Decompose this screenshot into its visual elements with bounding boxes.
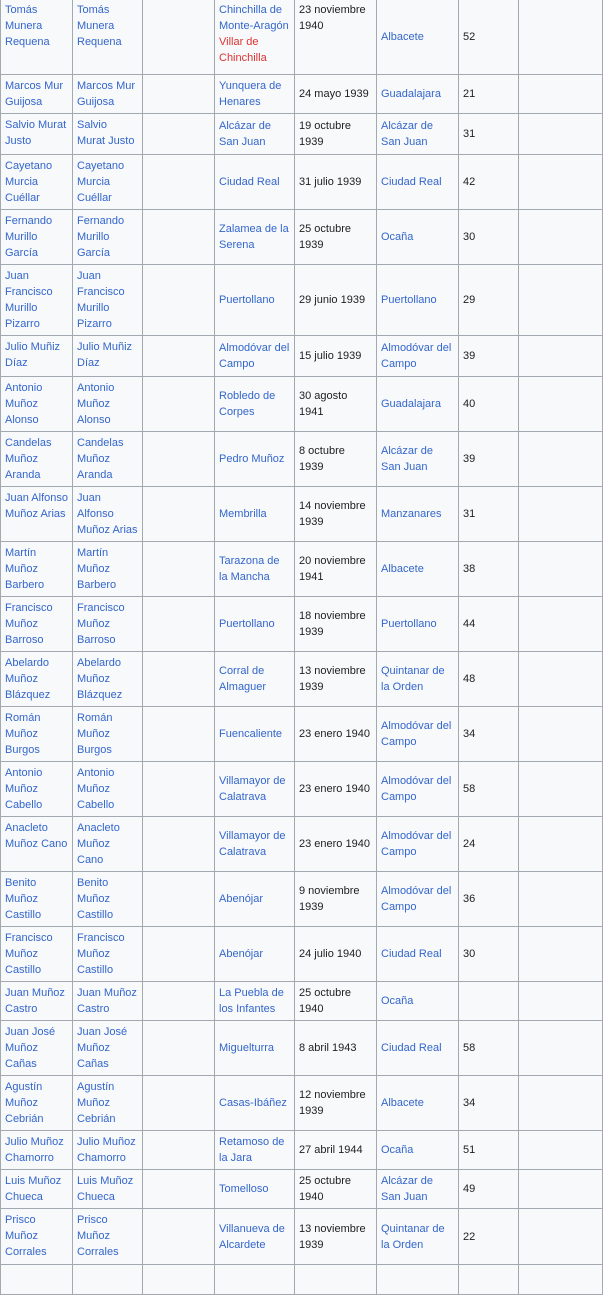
table-row — [1, 336, 603, 377]
age-cell: 48 — [459, 652, 519, 707]
prison-link[interactable]: Guadalajara — [377, 377, 459, 432]
empty-cell — [143, 75, 215, 114]
age-cell: 30 — [459, 927, 519, 982]
empty-cell — [519, 652, 603, 707]
empty-cell — [519, 210, 603, 265]
sort-name-link[interactable]: Martín Muñoz Barbero — [73, 542, 143, 597]
table-row-partial — [1, 1265, 603, 1295]
empty-cell — [519, 155, 603, 210]
age-cell: 39 — [459, 432, 519, 487]
sort-name-link[interactable]: Julio Muñoz Chamorro — [73, 1131, 143, 1170]
date-cell: 23 enero 1940 — [295, 817, 377, 872]
sort-name-link[interactable]: Antonio Muñoz Alonso — [73, 377, 143, 432]
sort-name-link[interactable]: Juan Muñoz Castro — [73, 982, 143, 1021]
empty-cell — [519, 927, 603, 982]
prison-link[interactable]: Quintanar de la Orden — [377, 652, 459, 707]
prison-link[interactable]: Ciudad Real — [377, 927, 459, 982]
empty-cell — [143, 1021, 215, 1076]
prison-link[interactable]: Alcázar de San Juan — [377, 1170, 459, 1209]
empty-cell — [519, 377, 603, 432]
age-cell: 58 — [459, 762, 519, 817]
empty-cell — [1, 1265, 73, 1295]
sort-name-link[interactable]: Juan Alfonso Muñoz Arias — [73, 487, 143, 542]
empty-cell — [519, 1265, 603, 1295]
prison-link[interactable]: Almodóvar del Campo — [377, 336, 459, 377]
empty-cell — [143, 652, 215, 707]
empty-cell — [519, 872, 603, 927]
place-link[interactable]: Robledo de Corpes — [215, 377, 295, 432]
empty-cell — [143, 927, 215, 982]
date-cell: 13 noviembre 1939 — [295, 652, 377, 707]
empty-cell — [143, 872, 215, 927]
age-cell: 24 — [459, 817, 519, 872]
empty-cell — [143, 817, 215, 872]
place-link[interactable]: Villamayor de Calatrava — [215, 762, 295, 817]
sort-name-link[interactable]: Román Muñoz Burgos — [73, 707, 143, 762]
date-cell: 18 noviembre 1939 — [295, 597, 377, 652]
sort-name-link[interactable]: Tomás Munera Requena — [73, 0, 143, 75]
date-cell: 12 noviembre 1939 — [295, 1076, 377, 1131]
empty-cell — [519, 1170, 603, 1209]
empty-cell — [143, 1131, 215, 1170]
empty-cell — [519, 1076, 603, 1131]
table-row — [1, 114, 603, 155]
table-row — [1, 432, 603, 487]
place-link[interactable]: La Puebla de los Infantes — [215, 982, 295, 1021]
place-link[interactable]: Miguelturra — [215, 1021, 295, 1076]
sort-name-link[interactable]: Marcos Mur Guijosa — [73, 75, 143, 114]
empty-cell — [519, 1209, 603, 1265]
date-cell: 30 agosto 1941 — [295, 377, 377, 432]
empty-cell — [143, 1076, 215, 1131]
place-redlink[interactable]: Villar de Chinchilla — [219, 36, 267, 64]
date-cell: 25 octubre 1940 — [295, 1170, 377, 1209]
name-link[interactable]: Cayetano Murcia Cuéllar — [1, 155, 73, 210]
date-cell: 27 abril 1944 — [295, 1131, 377, 1170]
age-cell: 40 — [459, 377, 519, 432]
empty-cell — [143, 377, 215, 432]
empty-cell — [519, 336, 603, 377]
prison-link[interactable]: Alcázar de San Juan — [377, 114, 459, 155]
age-cell: 52 — [459, 0, 519, 75]
table-row — [1, 872, 603, 927]
date-cell: 29 junio 1939 — [295, 265, 377, 336]
prison-link[interactable]: Almodóvar del Campo — [377, 872, 459, 927]
age-cell: 22 — [459, 1209, 519, 1265]
empty-cell — [519, 707, 603, 762]
table-row — [1, 1209, 603, 1265]
age-cell: 49 — [459, 1170, 519, 1209]
table-row — [1, 265, 603, 336]
name-link[interactable]: Martín Muñoz Barbero — [1, 542, 73, 597]
prison-link[interactable]: Puertollano — [377, 597, 459, 652]
prison-link[interactable]: Quintanar de la Orden — [377, 1209, 459, 1265]
place-link[interactable]: Abenójar — [215, 872, 295, 927]
prison-link[interactable]: Manzanares — [377, 487, 459, 542]
prison-link[interactable]: Alcázar de San Juan — [377, 432, 459, 487]
empty-cell — [519, 114, 603, 155]
name-link[interactable]: Román Muñoz Burgos — [1, 707, 73, 762]
date-cell: 24 mayo 1939 — [295, 75, 377, 114]
name-link[interactable]: Juan Alfonso Muñoz Arias — [1, 487, 73, 542]
empty-cell — [143, 1209, 215, 1265]
prison-link[interactable]: Albacete — [377, 0, 459, 75]
place-link[interactable]: Retamoso de la Jara — [215, 1131, 295, 1170]
place-link[interactable]: Abenójar — [215, 927, 295, 982]
date-cell: 20 noviembre 1941 — [295, 542, 377, 597]
empty-cell — [519, 265, 603, 336]
name-link[interactable]: Juan Francisco Murillo Pizarro — [1, 265, 73, 336]
age-cell: 31 — [459, 114, 519, 155]
sort-name-link[interactable]: Luis Muñoz Chueca — [73, 1170, 143, 1209]
sort-name-link[interactable]: Francisco Muñoz Barroso — [73, 597, 143, 652]
table-row — [1, 1076, 603, 1131]
prison-link[interactable]: Ocaña — [377, 210, 459, 265]
age-cell: 51 — [459, 1131, 519, 1170]
empty-cell — [143, 155, 215, 210]
date-cell: 15 julio 1939 — [295, 336, 377, 377]
place-link[interactable]: Yunquera de Henares — [215, 75, 295, 114]
empty-cell — [143, 707, 215, 762]
date-cell: 13 noviembre 1939 — [295, 1209, 377, 1265]
prison-link[interactable]: Almodóvar del Campo — [377, 762, 459, 817]
name-link[interactable]: Juan Muñoz Castro — [1, 982, 73, 1021]
name-link[interactable]: Tomás Munera Requena — [1, 0, 73, 75]
date-cell: 25 octubre 1940 — [295, 982, 377, 1021]
table-row — [1, 542, 603, 597]
empty-cell — [519, 982, 603, 1021]
empty-cell — [143, 336, 215, 377]
name-link[interactable]: Julio Muñiz Díaz — [1, 336, 73, 377]
table-row — [1, 0, 603, 75]
sort-name-link[interactable]: Francisco Muñoz Castillo — [73, 927, 143, 982]
table-row — [1, 652, 603, 707]
empty-cell — [519, 817, 603, 872]
table-row — [1, 982, 603, 1021]
empty-cell — [519, 1131, 603, 1170]
prison-link[interactable]: Albacete — [377, 542, 459, 597]
table-row — [1, 1170, 603, 1209]
sort-name-link[interactable]: Fernando Murillo García — [73, 210, 143, 265]
empty-cell — [295, 1265, 377, 1295]
date-cell: 24 julio 1940 — [295, 927, 377, 982]
prison-link[interactable]: Ciudad Real — [377, 1021, 459, 1076]
prison-link[interactable]: Ocaña — [377, 982, 459, 1021]
table-row — [1, 597, 603, 652]
table-row — [1, 817, 603, 872]
table-row — [1, 75, 603, 114]
place-link[interactable]: Alcázar de San Juan — [215, 114, 295, 155]
date-cell: 8 abril 1943 — [295, 1021, 377, 1076]
sort-name-link[interactable]: Juan Francisco Murillo Pizarro — [73, 265, 143, 336]
empty-cell — [459, 1265, 519, 1295]
table-row — [1, 1131, 603, 1170]
date-cell: 23 noviembre 1940 — [295, 0, 377, 75]
table-row — [1, 927, 603, 982]
date-cell: 23 enero 1940 — [295, 762, 377, 817]
table-row — [1, 762, 603, 817]
empty-cell — [519, 0, 603, 75]
place-link[interactable]: Zalamea de la Serena — [215, 210, 295, 265]
place-link[interactable]: Corral de Almaguer — [215, 652, 295, 707]
place-link[interactable]: Fuencaliente — [215, 707, 295, 762]
age-cell: 34 — [459, 707, 519, 762]
prison-link[interactable]: Almodóvar del Campo — [377, 817, 459, 872]
name-link[interactable]: Salvio Murat Justo — [1, 114, 73, 155]
name-link[interactable]: Agustín Muñoz Cebrián — [1, 1076, 73, 1131]
sort-name-link[interactable]: Candelas Muñoz Aranda — [73, 432, 143, 487]
sort-name-link[interactable]: Salvio Murat Justo — [73, 114, 143, 155]
sort-name-link[interactable]: Benito Muñoz Castillo — [73, 872, 143, 927]
date-cell: 23 enero 1940 — [295, 707, 377, 762]
name-link[interactable]: Abelardo Muñoz Blázquez — [1, 652, 73, 707]
name-link[interactable]: Fernando Murillo García — [1, 210, 73, 265]
date-cell: 14 noviembre 1939 — [295, 487, 377, 542]
age-cell: 36 — [459, 872, 519, 927]
place-link[interactable]: Chinchilla de Monte-Aragón — [219, 4, 289, 32]
name-link[interactable]: Luis Muñoz Chueca — [1, 1170, 73, 1209]
name-link[interactable]: Juan José Muñoz Cañas — [1, 1021, 73, 1076]
empty-cell — [143, 265, 215, 336]
table-row — [1, 210, 603, 265]
prison-link[interactable]: Puertollano — [377, 265, 459, 336]
empty-cell — [519, 75, 603, 114]
place-link[interactable]: Tomelloso — [215, 1170, 295, 1209]
name-link[interactable]: Julio Muñoz Chamorro — [1, 1131, 73, 1170]
empty-cell — [519, 762, 603, 817]
empty-cell — [519, 487, 603, 542]
prison-link[interactable]: Almodóvar del Campo — [377, 707, 459, 762]
sort-name-link[interactable]: Anacleto Muñoz Cano — [73, 817, 143, 872]
age-cell: 42 — [459, 155, 519, 210]
empty-cell — [143, 762, 215, 817]
place-link[interactable]: Puertollano — [215, 265, 295, 336]
empty-cell — [143, 114, 215, 155]
sort-name-link[interactable]: Antonio Muñoz Cabello — [73, 762, 143, 817]
empty-cell — [143, 982, 215, 1021]
table-row — [1, 377, 603, 432]
empty-cell — [143, 597, 215, 652]
name-link[interactable]: Antonio Muñoz Cabello — [1, 762, 73, 817]
empty-cell — [519, 1021, 603, 1076]
prison-link[interactable]: Guadalajara — [377, 75, 459, 114]
empty-cell — [143, 210, 215, 265]
date-cell: 9 noviembre 1939 — [295, 872, 377, 927]
empty-cell — [73, 1265, 143, 1295]
sort-name-link[interactable]: Prisco Muñoz Corrales — [73, 1209, 143, 1265]
table-row — [1, 707, 603, 762]
name-link[interactable]: Benito Muñoz Castillo — [1, 872, 73, 927]
age-cell: 21 — [459, 75, 519, 114]
empty-cell — [519, 432, 603, 487]
place-link[interactable]: Villamayor de Calatrava — [215, 817, 295, 872]
name-link[interactable]: Marcos Mur Guijosa — [1, 75, 73, 114]
empty-cell — [215, 1265, 295, 1295]
empty-cell — [143, 1170, 215, 1209]
table-row — [1, 487, 603, 542]
empty-cell — [143, 542, 215, 597]
age-cell: 39 — [459, 336, 519, 377]
prison-link[interactable]: Ocaña — [377, 1131, 459, 1170]
table-row — [1, 1021, 603, 1076]
age-cell — [459, 982, 519, 1021]
empty-cell — [143, 487, 215, 542]
date-cell: 25 octubre 1939 — [295, 210, 377, 265]
age-cell: 44 — [459, 597, 519, 652]
empty-cell — [519, 597, 603, 652]
place-link[interactable]: Tarazona de la Mancha — [215, 542, 295, 597]
date-cell: 8 octubre 1939 — [295, 432, 377, 487]
sort-name-link[interactable]: Abelardo Muñoz Blázquez — [73, 652, 143, 707]
empty-cell — [143, 432, 215, 487]
empty-cell — [143, 0, 215, 75]
name-link[interactable]: Anacleto Muñoz Cano — [1, 817, 73, 872]
empty-cell — [143, 1265, 215, 1295]
name-link[interactable]: Antonio Muñoz Alonso — [1, 377, 73, 432]
age-cell: 30 — [459, 210, 519, 265]
name-link[interactable]: Candelas Muñoz Aranda — [1, 432, 73, 487]
place-link[interactable]: Casas-Ibáñez — [215, 1076, 295, 1131]
place-link[interactable]: Membrilla — [215, 487, 295, 542]
age-cell: 31 — [459, 487, 519, 542]
table-row — [1, 155, 603, 210]
name-link[interactable]: Prisco Muñoz Corrales — [1, 1209, 73, 1265]
age-cell: 38 — [459, 542, 519, 597]
name-link[interactable]: Francisco Muñoz Barroso — [1, 597, 73, 652]
name-link[interactable]: Francisco Muñoz Castillo — [1, 927, 73, 982]
empty-cell — [377, 1265, 459, 1295]
place-cell — [215, 0, 295, 75]
prison-link[interactable]: Albacete — [377, 1076, 459, 1131]
place-link[interactable]: Puertollano — [215, 597, 295, 652]
place-link[interactable]: Villanueva de Alcardete — [215, 1209, 295, 1265]
age-cell: 29 — [459, 265, 519, 336]
prison-link[interactable]: Ciudad Real — [377, 155, 459, 210]
sort-name-link[interactable]: Agustín Muñoz Cebrián — [73, 1076, 143, 1131]
sort-name-link[interactable]: Cayetano Murcia Cuéllar — [73, 155, 143, 210]
place-link[interactable]: Ciudad Real — [215, 155, 295, 210]
place-link[interactable]: Pedro Muñoz — [215, 432, 295, 487]
date-cell: 19 octubre 1939 — [295, 114, 377, 155]
age-cell: 58 — [459, 1021, 519, 1076]
age-cell: 34 — [459, 1076, 519, 1131]
sort-name-link[interactable]: Julio Muñiz Díaz — [73, 336, 143, 377]
empty-cell — [519, 542, 603, 597]
date-cell: 31 julio 1939 — [295, 155, 377, 210]
place-link[interactable]: Almodóvar del Campo — [215, 336, 295, 377]
sort-name-link[interactable]: Juan José Muñoz Cañas — [73, 1021, 143, 1076]
